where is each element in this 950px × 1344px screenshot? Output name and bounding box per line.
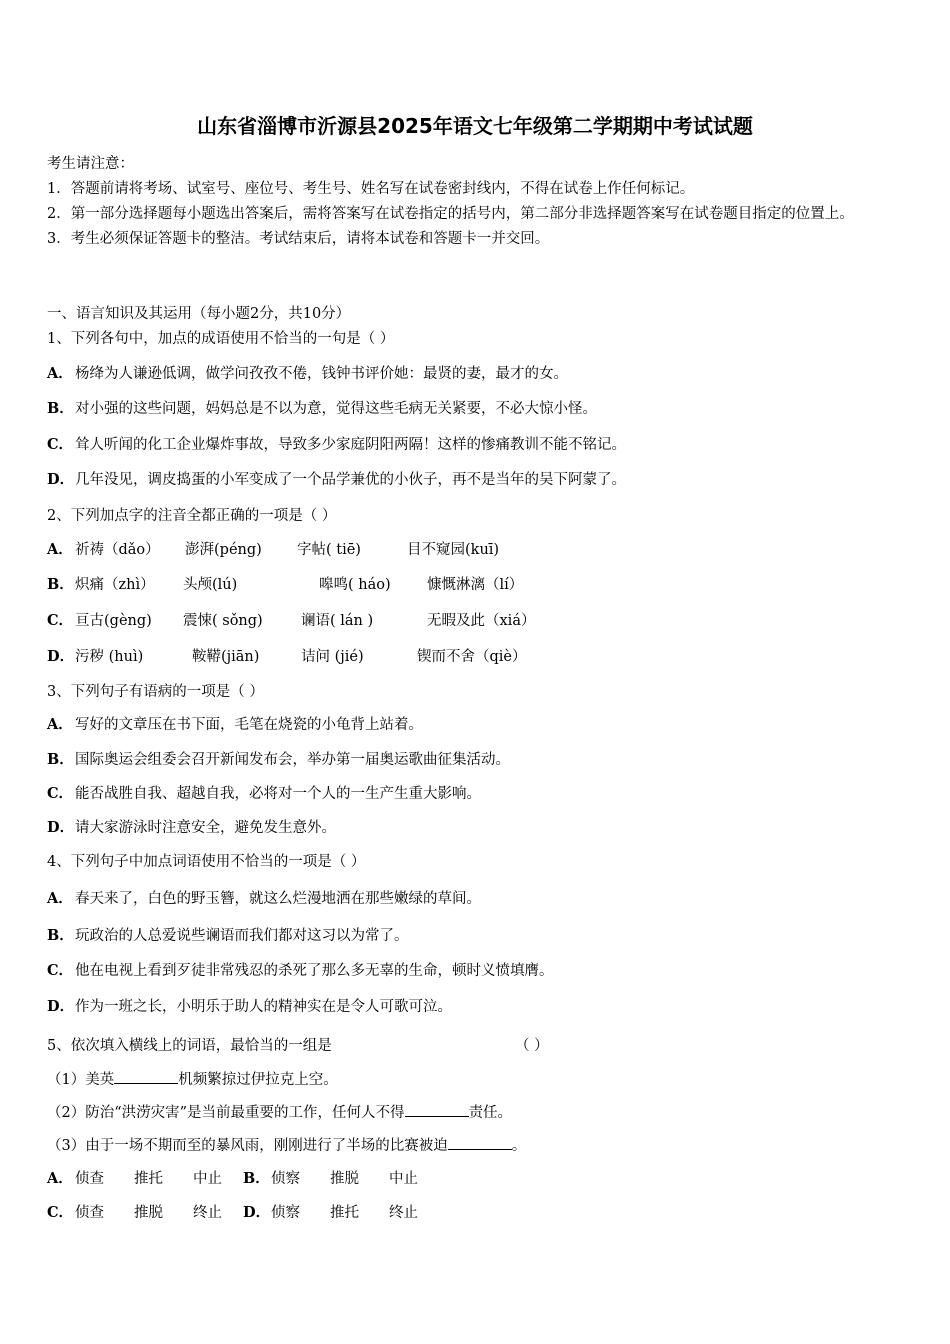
option-letter: C． bbox=[47, 1204, 74, 1221]
question-3-option-d bbox=[47, 816, 336, 837]
option-letter: C． bbox=[47, 612, 74, 629]
pinyin-item: 祈祷（dǎo） bbox=[75, 542, 160, 558]
option-text: 国际奥运会组委会召开新闻发布会，举办第一届奥运歌曲征集活动。 bbox=[75, 752, 510, 768]
question-3-option-c bbox=[47, 782, 481, 803]
question-3-option-b bbox=[47, 748, 510, 769]
option-text: 对小强的这些问题，妈妈总是不以为意，觉得这些毛病无关紧要，不必大惊小怪。 bbox=[75, 401, 597, 417]
sentence-text: 责任。 bbox=[468, 1105, 513, 1121]
option-letter: B． bbox=[243, 1170, 270, 1187]
option-letter: D． bbox=[47, 998, 75, 1015]
question-4-option-d bbox=[47, 995, 452, 1016]
question-1-option-c bbox=[47, 433, 626, 454]
option-word: 中止 bbox=[389, 1171, 418, 1187]
notice-item: 2．第一部分选择题每小题选出答案后，需将答案写在试卷指定的括号内，第二部分非选择题答案写在试卷题目指定的位置上。 bbox=[47, 206, 854, 222]
question-2-option-b bbox=[47, 573, 523, 594]
option-letter: B． bbox=[47, 751, 74, 768]
pinyin-item: 头颅(lú) bbox=[183, 577, 238, 593]
answer-paren: （ ） bbox=[515, 1038, 549, 1054]
section-heading: 一、语言知识及其运用（每小题2分，共10分） bbox=[47, 306, 351, 322]
option-word: 推托 bbox=[134, 1171, 163, 1187]
pinyin-item: 慷慨淋漓（lí） bbox=[427, 577, 524, 593]
sentence-text: （3）由于一场不期而至的暴风雨，刚刚进行了半场的比赛被迫 bbox=[47, 1138, 448, 1154]
question-2-option-c bbox=[47, 609, 535, 630]
option-word: 推脱 bbox=[134, 1205, 163, 1221]
notice-heading: 考生请注意： bbox=[47, 156, 134, 172]
question-1-stem: 1、下列各句中，加点的成语使用不恰当的一句是（ ） bbox=[47, 331, 395, 347]
option-letter: B． bbox=[47, 576, 74, 593]
option-word: 终止 bbox=[389, 1205, 418, 1221]
pinyin-item: 炽痛（zhì） bbox=[75, 577, 155, 593]
fill-blank[interactable] bbox=[448, 1135, 512, 1150]
notice-item: 1．答题前请将考场、试室号、座位号、考生号、姓名写在试卷密封线内，不得在试卷上作任何标记。 bbox=[47, 181, 695, 197]
question-5-stem: 5、依次填入横线上的词语，最恰当的一组是 bbox=[47, 1038, 332, 1054]
option-text: 写好的文章压在书下面，毛笔在烧瓷的小龟背上站着。 bbox=[75, 717, 423, 733]
option-letter: C． bbox=[47, 785, 74, 802]
option-letter: B． bbox=[47, 400, 74, 417]
pinyin-item: 无暇及此（xiá） bbox=[427, 613, 536, 629]
question-4-option-c bbox=[47, 959, 554, 980]
option-text: 玩政治的人总爱说些谰语而我们都对这习以为常了。 bbox=[75, 928, 409, 944]
sentence-text: （2）防治“洪涝灾害”是当前最重要的工作，任何人不得 bbox=[47, 1105, 405, 1121]
question-2-option-a bbox=[47, 538, 499, 559]
option-word: 终止 bbox=[193, 1205, 222, 1221]
question-1-option-a bbox=[47, 362, 568, 383]
sentence-text: （1）美英 bbox=[47, 1072, 115, 1088]
sentence-text: 。 bbox=[511, 1138, 527, 1154]
question-5-sentence-3 bbox=[47, 1134, 526, 1155]
option-letter: C． bbox=[47, 436, 74, 453]
option-letter: A． bbox=[47, 1170, 73, 1187]
option-word: 中止 bbox=[193, 1171, 222, 1187]
option-text: 春天来了，白色的野玉簪，就这么烂漫地洒在那些嫩绿的草间。 bbox=[75, 891, 481, 907]
option-text: 作为一班之长，小明乐于助人的精神实在是令人可歌可泣。 bbox=[75, 999, 452, 1015]
option-word: 推脱 bbox=[330, 1171, 359, 1187]
pinyin-item: 嗥鸣( háo) bbox=[319, 577, 391, 593]
option-letter: D． bbox=[243, 1204, 271, 1221]
pinyin-item: 锲而不舍（qiè） bbox=[417, 649, 527, 665]
option-letter: A． bbox=[47, 890, 73, 907]
option-letter: C． bbox=[47, 962, 74, 979]
question-2-option-d bbox=[47, 645, 527, 666]
pinyin-item: 澎湃(péng) bbox=[185, 542, 262, 558]
exam-notice bbox=[47, 152, 907, 252]
option-letter: D． bbox=[47, 471, 75, 488]
question-4-option-a bbox=[47, 887, 481, 908]
option-word: 侦察 bbox=[271, 1171, 300, 1187]
option-text: 他在电视上看到歹徒非常残忍的杀死了那么多无辜的生命，顿时义愤填膺。 bbox=[75, 963, 554, 979]
pinyin-item: 污秽 (huì) bbox=[75, 649, 144, 665]
pinyin-item: 谰语( lán ) bbox=[301, 613, 374, 629]
option-letter: D． bbox=[47, 819, 75, 836]
option-letter: A． bbox=[47, 541, 73, 558]
question-4-stem: 4、下列句子中加点词语使用不恰当的一项是（ ） bbox=[47, 854, 366, 870]
question-4-option-b bbox=[47, 924, 409, 945]
option-text: 几年没见，调皮捣蛋的小军变成了一个品学兼优的小伙子，再不是当年的吴下阿蒙了。 bbox=[75, 472, 626, 488]
question-2-stem: 2、下列加点字的注音全都正确的一项是（ ） bbox=[47, 508, 337, 524]
question-1-option-b bbox=[47, 397, 597, 418]
question-5-options-ab bbox=[47, 1167, 418, 1188]
pinyin-item: 目不窥园(kuī) bbox=[407, 542, 500, 558]
option-word: 侦查 bbox=[75, 1205, 104, 1221]
option-text: 能否战胜自我、超越自我，必将对一个人的一生产生重大影响。 bbox=[75, 786, 481, 802]
option-text: 杨绛为人谦逊低调，做学问孜孜不倦，钱钟书评价她：最贤的妻，最才的女。 bbox=[75, 366, 568, 382]
fill-blank[interactable] bbox=[114, 1069, 178, 1084]
fill-blank[interactable] bbox=[405, 1102, 469, 1117]
question-5-sentence-2 bbox=[47, 1101, 512, 1122]
pinyin-item: 震悚( sǒng) bbox=[183, 613, 263, 629]
option-word: 侦查 bbox=[75, 1171, 104, 1187]
option-letter: A． bbox=[47, 365, 73, 382]
question-1-option-d bbox=[47, 468, 626, 489]
sentence-text: 机频繁掠过伊拉克上空。 bbox=[178, 1072, 338, 1088]
question-5-stem-line bbox=[47, 1034, 549, 1055]
page-title: 山东省淄博市沂源县2025年语文七年级第二学期期中考试试题 bbox=[197, 114, 753, 138]
option-letter: D． bbox=[47, 648, 75, 665]
pinyin-item: 诘问 (jié) bbox=[301, 649, 364, 665]
pinyin-item: 亘古(gèng) bbox=[75, 613, 152, 629]
pinyin-item: 鞍鞯(jiān) bbox=[192, 649, 260, 665]
question-5-sentence-1 bbox=[47, 1068, 338, 1089]
option-letter: A． bbox=[47, 716, 73, 733]
pinyin-item: 字帖( tiē) bbox=[297, 542, 361, 558]
option-text: 请大家游泳时注意安全，避免发生意外。 bbox=[75, 820, 336, 836]
option-word: 推托 bbox=[330, 1205, 359, 1221]
notice-item: 3．考生必须保证答题卡的整洁。考试结束后，请将本试卷和答题卡一并交回。 bbox=[47, 231, 550, 247]
question-5-options-cd bbox=[47, 1201, 418, 1222]
question-3-option-a bbox=[47, 713, 423, 734]
option-text: 耸人听闻的化工企业爆炸事故，导致多少家庭阴阳两隔！这样的惨痛教训不能不铭记。 bbox=[75, 437, 626, 453]
option-letter: B． bbox=[47, 927, 74, 944]
question-3-stem: 3、下列句子有语病的一项是（ ） bbox=[47, 684, 264, 700]
option-word: 侦察 bbox=[271, 1205, 300, 1221]
